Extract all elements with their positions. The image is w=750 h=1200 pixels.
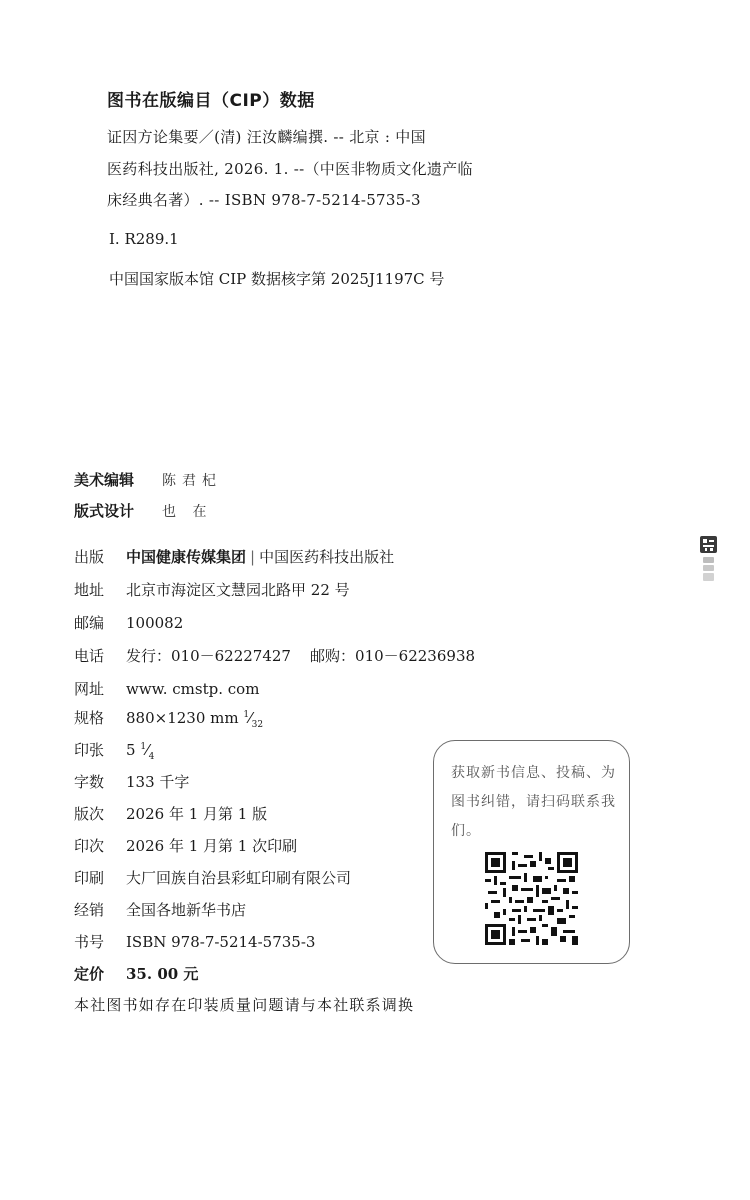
info-value: 全国各地新华书店	[126, 901, 247, 919]
info-row-word-count	[74, 771, 189, 793]
fraction-slash: ⁄	[249, 709, 252, 727]
info-row-postcode	[74, 612, 183, 634]
fraction-denominator: 32	[251, 720, 264, 730]
info-row-printing	[74, 835, 297, 857]
qr-panel-text: 获取新书信息、投稿、为图书纠错，请扫码联系我们。	[451, 765, 616, 839]
info-label: 定价	[74, 965, 105, 983]
info-row-printer	[74, 867, 351, 889]
info-value: 北京市海淀区文慧园北路甲 22 号	[126, 581, 350, 599]
info-row-price	[74, 963, 198, 985]
qr-panel	[433, 740, 630, 964]
cip-line-2: 医药科技出版社, 2026. 1. --（中医非物质文化遗产临	[107, 160, 473, 178]
publisher-logo-icon	[700, 536, 717, 584]
info-row-publisher	[74, 546, 394, 568]
info-value: 5	[126, 741, 136, 759]
info-row-sheets	[74, 739, 154, 761]
cip-line-3: 床经典名著）. -- ISBN 978-7-5214-5735-3	[107, 191, 421, 209]
info-label: 版次	[74, 805, 105, 823]
cip-title: 图书在版编目（CIP）数据	[107, 91, 315, 111]
info-value: www. cmstp. com	[126, 680, 260, 698]
info-row-format	[74, 707, 263, 729]
fraction-numerator: 1	[140, 742, 147, 752]
info-label: 字数	[74, 773, 105, 791]
quality-notice: 本社图书如存在印装质量问题请与本社联系调换	[74, 996, 415, 1014]
info-value: ISBN 978-7-5214-5735-3	[126, 933, 316, 951]
fraction-numerator: 1	[243, 710, 250, 720]
info-label: 邮编	[74, 614, 105, 632]
publisher-name: 中国医药科技出版社	[259, 548, 395, 566]
info-label: 网址	[74, 680, 105, 698]
fraction-slash: ⁄	[146, 741, 149, 759]
info-value: 880×1230 mm	[126, 709, 239, 727]
info-label: 地址	[74, 581, 105, 599]
info-label: 电话	[74, 647, 105, 665]
info-row-website	[74, 678, 259, 700]
credit-label: 美术编辑	[74, 471, 135, 489]
info-value: 133 千字	[126, 773, 190, 791]
publisher-group: 中国健康传媒集团	[126, 548, 247, 566]
info-row-distributor	[74, 899, 246, 921]
info-value: 发行：010－62227427 邮购：010－62236938	[126, 647, 476, 665]
info-label: 书号	[74, 933, 105, 951]
credit-row-art-editor	[74, 469, 222, 490]
qr-code-icon[interactable]	[485, 852, 578, 945]
info-row-edition	[74, 803, 267, 825]
price-value: 35. 00 元	[126, 965, 199, 983]
info-label: 规格	[74, 709, 105, 727]
credit-value: 陈君杞	[162, 473, 222, 489]
publisher-separator: |	[250, 548, 256, 566]
fraction-denominator: 4	[148, 752, 155, 762]
credit-label: 版式设计	[74, 502, 135, 520]
info-value: 2026 年 1 月第 1 次印刷	[126, 837, 298, 855]
cip-line-1: 证因方论集要／(清) 汪汝麟编撰. -- 北京 : 中国	[107, 128, 426, 146]
info-row-phone	[74, 645, 475, 667]
info-row-address	[74, 579, 350, 601]
info-label: 出版	[74, 548, 105, 566]
info-label: 印次	[74, 837, 105, 855]
info-value: 100082	[126, 614, 184, 632]
cip-record-number: 中国国家版本馆 CIP 数据核字第 2025J1197C 号	[109, 270, 445, 288]
info-row-isbn	[74, 931, 315, 953]
info-label: 印刷	[74, 869, 105, 887]
info-label: 经销	[74, 901, 105, 919]
info-value: 2026 年 1 月第 1 版	[126, 805, 268, 823]
info-label: 印张	[74, 741, 105, 759]
credit-value: 也 在	[162, 504, 213, 520]
info-value: 大厂回族自治县彩虹印刷有限公司	[126, 869, 352, 887]
credit-row-layout-design	[74, 500, 212, 521]
cip-classification: Ⅰ. R289.1	[109, 230, 179, 248]
